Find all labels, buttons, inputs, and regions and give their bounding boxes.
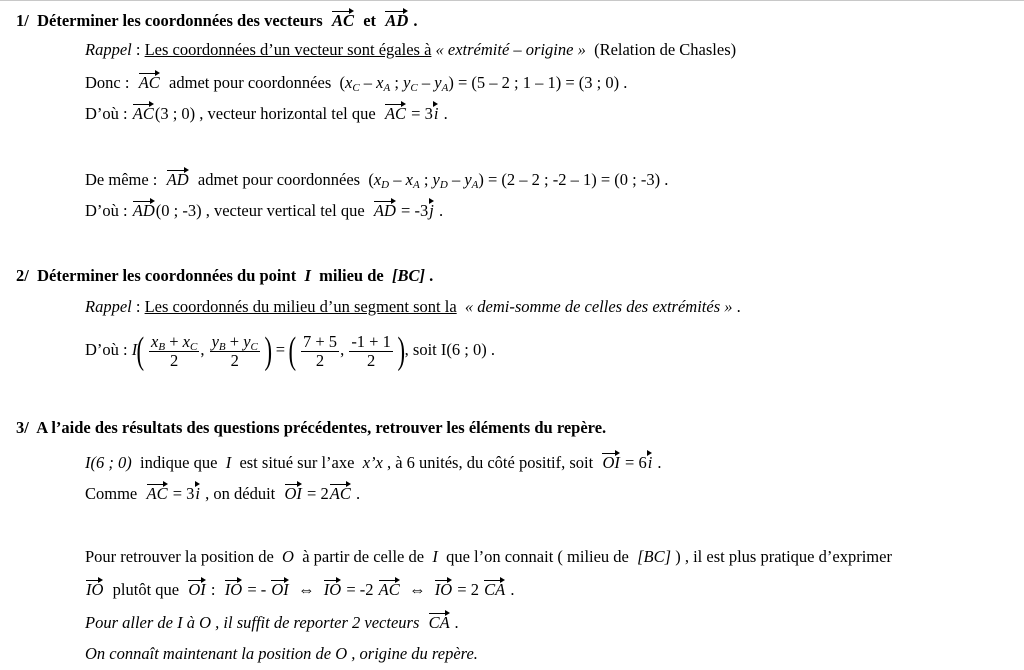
section-3-heading: 3/ A l’aide des résultats des questions précédentes, retrouver les éléments du repère. [16,418,607,437]
section-3-line-1: I(6 ; 0) indique que I est situé sur l’axe x’x , à 6 unités, du côté positif, soit OI = 6i . [85,450,662,474]
section-1-de-meme: De même : AD admet pour coordonnées ($x_D - x_A$ ; $y_D - y_A) = (2 - 2$ ; -2 – 1) = (0 ; -3) . [85,167,668,191]
section-3-line-2: Comme AC = 3i , on déduit OI = 2AC . [85,481,360,505]
section-3-line-5: Pour aller de I à O , il suffit de reporter 2 vecteurs CA . [85,610,459,634]
section-1-dou-1: D’où : AC(3 ; 0) , vecteur horizontal tel que AC = 3i . [85,101,448,125]
section-1-rappel: Rappel : Les coordonnées d’un vecteur sont égales à « extrémité – origine » (Relation de Chasles) [85,40,737,59]
fraction-x: $\frac{x_B + x_C}{2}$ [151,331,198,370]
fraction-b: $\frac{-1 + 1}{2}$ [351,331,391,370]
section-2-rappel: Rappel : Les coordonnés du milieu d’un segment sont la « demi-somme de celles des extrémités » . [85,297,741,316]
top-border [0,0,1024,1]
fraction-y: $\frac{y_B + y_C}{2}$ [211,331,258,370]
section-2-heading: 2/ Déterminer les coordonnées du point I milieu de [BC] . [16,266,434,285]
section-3-line-3: Pour retrouver la position de O à partir de celle de I que l’on connait ( milieu de [BC] ) , il est plus pratique d’exprimer [85,547,892,566]
section-1-heading: 1/ Déterminer les coordonnées des vecteurs AC et AD . [16,8,417,32]
section-3-line-6: On connaît maintenant la position de O , origine du repère. [85,644,478,663]
section-1-donc: Donc : AC admet pour coordonnées ($x_C - x_A$ ; $y_C - y_A) = (5 - 2$ ; 1 – 1) = (3 ; 0) . [85,70,627,94]
section-2-formula: D’où : I( $\frac{x_B + x_C}{2}$ , $\frac{y_B + y_C}{2}$ ) = ( $\frac{7 + 5}{2}$ , $\frac{-1 + 1}{2}$ ), soit I(6 ; 0) . [85,330,495,373]
section-3-line-4: IO plutôt que OI : IO = - OI ⇔ IO = -2 AC ⇔ IO = 2 CA . [85,577,514,601]
fraction-a: $\frac{7 + 5}{2}$ [303,331,338,370]
section-1-dou-2: D’où : AD(0 ; -3) , vecteur vertical tel que AD = -3j . [85,198,443,222]
